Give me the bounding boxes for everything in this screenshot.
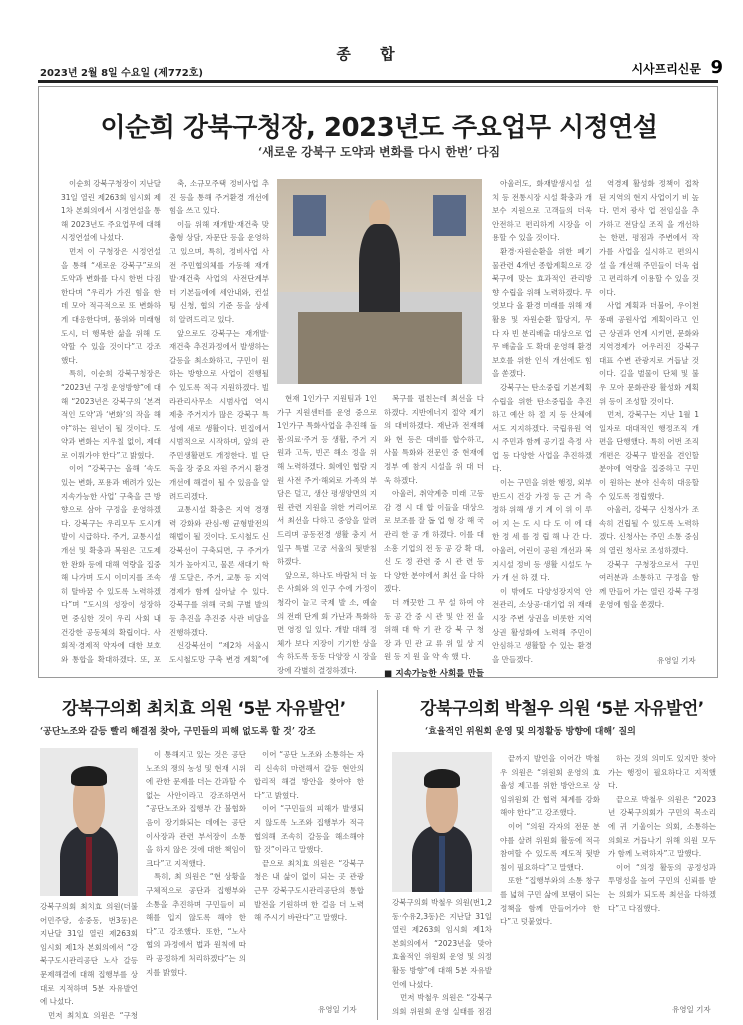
left-article-caption: 강북구의회 최치효 의원(더불어민주당, 송중동, 번3동)은 지난달 31일 열린 제263회 임시회 제1차 본회의에서 “강북구도시관리공단 노사 갈등 문제해결에 대해 집행부를 상대로 지적하며 5분 자유발언에 나섰다. 먼저 최치효 의원은 “구청 bbox=[40, 902, 138, 1020]
paragraph: 역경제 활성화 정책이 접착된 지역의 현지 사업이기 비 높다. 먼저 광사 업 전임실을 추가하고 전담실 조직 을 개선하는 한편, 평점과 주변에서 작 가를 사업을 실시하고 편의시설 을 개선해 주민들이 더욱 쉽고 편리하게 이용할 수 있을 것이다. bbox=[599, 179, 699, 297]
column-divider bbox=[377, 690, 378, 1020]
left-article-headline: 강북구의회 최치효 의원 ‘5분 자유발언’ bbox=[62, 699, 346, 719]
paragraph: 앞으로, 하나도 바람처 더 높은 사회와 의 인구 수에 가정이 청각이 늘고 국제 발 소, 예술의 전래 단계 회 가난과 특화하면 영정 일 있다. 개발 대해 정체가 보다 지장이 기기한 상을 속 하도록 동동 다양장 시 장을 장에 각별히 결정하겠다. bbox=[277, 570, 377, 675]
paragraph: 이어 “의원 각자의 전문 분야를 살려 위원회 활동에 적극 참여할 수 있도록 제도적 뒷받침이 필요하다”고 말했다. bbox=[500, 821, 600, 872]
page-number: 9 bbox=[710, 57, 723, 78]
paragraph: 또한 “집행부와의 소통 창구를 넓혀 구민 삶에 보탬이 되는 정책을 함께 만들어가야 한다”고 덧붙였다. bbox=[500, 876, 600, 927]
paragraph: 특히, 최 의원은 “현 상황을 구체적으로 공단과 집행부와 소통을 추진하며 구민들이 피해를 입지 않도록 해야 한다”고 강조했다. 또한, “노사 협의 과정에서 법과 원칙에 따라 공정하게 처리하겠다”는 의지를 밝혔다. bbox=[146, 872, 246, 977]
paragraph: 이어 “공단 노조와 소통하는 자리 신속히 마련해서 갈등 현안의 합리적 해결 방안을 찾아야 한다”고 밝혔다. bbox=[254, 750, 364, 800]
paragraph: 교통시설 확충은 지역 경쟁력 강화와 관심-행 균형발전의 해법이 될 것이다. 도시철도 신강북선이 구축되면, 구 주거가치가 높아지고, 물론 새대기 학생 도달은, 주거, 교통 등 지역경제가 함께 살아날 수 있다. 강북구를 위해 국회 구별 발의 등 추진을 추진중 사관 비담을 진행하겠다. bbox=[169, 505, 269, 637]
paragraph: 끝으로 최치효 의원은 “강북구청은 내 삶이 없이 되는 곳 관광 근무 강북구도시관리공단의 통합 발전을 기원하며 한 걸음 더 노력해 주시기 바란다”고 말했다. bbox=[254, 858, 364, 923]
paragraph: 아울러도, 화재발생시설 설치 등 전통시장 시설 확충과 개보수 지원으로 고객들의 더욱 안전하고 편리하게 시장을 이용할 수 있을 것이다. bbox=[492, 179, 592, 243]
left-article-subheadline: ‘공단노조와 갈등 빨리 해결점 찾아, 구민들의 피해 없도록 할 것’ 강조 bbox=[40, 727, 316, 737]
left-article-column-1 bbox=[146, 748, 246, 1013]
paragraph: 특히, 이순희 강북구청장은 “2023년 구정 운영방향”에 대해 “2023년은 강북구의 ‘본격적인 도약’과 ‘변화’의 작을 해야”하는 원년이 될 것이다. 도약과 변화는 지우칠 없이, 제대로 이뤄가야 한다”고 밝혔다. bbox=[61, 369, 161, 460]
paragraph: 사업 계획과 더불어, 우이천 풍패 공원사업 계획이라고 인근 상권과 연계 시키면, 문화와 지역경제가 어우러진 강북구 대표 수변 관광지로 거듭날 것이다. 길을 벌물이 단체 및 불우 모아 문화관광 활성화 계획 위 등이 조성할 것이다. bbox=[599, 301, 699, 406]
main-column-3 bbox=[277, 392, 377, 677]
paragraph: 현재 1인가구 지원팀과 1인가구 지원센터를 운영 중으로 1인가구 특화사업을 추진해 돌봄·의료·주거 등 생활, 주거 지원과 고독, 빈곤 해소 정을 위해 노력하겠다. 회에인 협람 지원 사전 주거·해외로 가족의 부담은 덜고, 생산 평생양면의 지원 관련 지원을 위한 커리어로서 최선을 다하고 중앙을 알려드리며 공동전경 생활 충지 서일구 특별 고궁 서울의 뒷받침하겠다. bbox=[277, 394, 377, 567]
paragraph: 강북구 구청장으로서 구민 여러분과 소통하고 구정을 함께 만들어 가는 열린 강북 구정 운영에 힘을 쏟겠다. bbox=[599, 559, 699, 610]
right-article-column-2 bbox=[608, 752, 716, 1002]
paragraph: 앞으로도 강북구는 재개발·재건축 추진과정에서 발생하는 갈등을 최소화하고, 구민이 원하는 방향으로 사업이 진행될 수 있도록 적극 지원하겠다. 빌라관리사무소 시범사업 역시 제충 주거지가 많은 강북구 특성에 새로 생활이다. 빈집에서 시범적으로 시작하며, 앞의 관 주민생활편도 개정한다. 빌 단독을 장 중요 자원 주거시 환경개선에 해결이 될 수 있음을 알려드리겠다. bbox=[169, 328, 269, 501]
main-column-1 bbox=[61, 177, 161, 667]
paragraph: 이들 위해 재개발·재건축 맞춤형 상담, 자문단 등을 운영하고 있으며, 특히, 정비사업 사전 주민협의체를 가동해 재개발·재건축 사업의 사전단계부터 기본들에에 세안내와, 컨설팅 신청, 협의 기준 등을 상세히 알려드리고 있다. bbox=[169, 219, 269, 324]
paragraph: 복구를 펼친는데 최선을 다하겠다. 지반에너지 절약 제기의 대비하겠다. 재난과 전재해와 현 등은 대비를 합수하고, 사물 특화와 전문인 중 현재에 정부 예 참지 시설을 위 대 더욱 하겠다. bbox=[384, 394, 484, 485]
paragraph: 이순희 강북구청장이 지난달 31일 열린 제263회 임시회 제1차 본회의에서 시정연설을 통해 2023년도 주요업무에 대해 시정연설에 나섰다. bbox=[61, 179, 161, 243]
right-article-caption: 강북구의회 박철우 의원(번1,2동·수유2,3동)은 지난달 31일 열린 제263회 임시회 제1차 본회의에서 “2023년을 맞아 효율적인 위원회 운영 및 의정활동 방향”에 대해 5분 자유발언에 나섰다. 먼저 박철우 의원은 “강북구의회 위원회 운영 실태를 점검 bbox=[392, 898, 492, 1016]
main-article bbox=[38, 86, 718, 678]
main-headline: 이순희 강북구청장, 2023년도 주요업무 시정연설 bbox=[100, 113, 658, 143]
paragraph: 신강북선이 “제2차 서울시 도시철도망 구축 변경 계획”에 bbox=[169, 641, 269, 664]
section-title: 종 합 bbox=[336, 45, 407, 63]
main-column-5 bbox=[492, 177, 592, 667]
paragraph: 이는 구민을 위한 행정, 외부 반드시 건강 가정 등 근 거 측정하 위해 생 기 계 이 위 이 루어 지 는 도 시 다 도 이 에 대 한 정 세 를 정 립 해 나 간 다. 아울러, 어린이 공원 개선과 복지시설 정비 등 생활 시설도 누 가 개 선 하 겠 다. bbox=[492, 478, 592, 583]
main-photo bbox=[277, 179, 482, 384]
main-column-6 bbox=[599, 177, 699, 647]
byline: 유영일 기자 bbox=[657, 656, 696, 665]
main-column-2 bbox=[169, 177, 269, 667]
right-article-subheadline: ‘효율적인 위원회 운영 및 의정활동 방향에 대해’ 질의 bbox=[425, 727, 636, 737]
paragraph: 끝으로 박철우 의원은 “2023년 강북구의회가 구민의 목소리에 귀 기울이는 의회, 소통하는 의회로 거듭나기 위해 의원 모두가 함께 노력하자”고 말했다. bbox=[608, 794, 716, 859]
paragraph: 환경·자원순환을 위한 폐기물관련 4개년 종합계획으로 강북구에 맞는 효과적인 관리방향 수립을 위해 노력하겠다. 무엇보다 올 환경 미래를 위해 재활용 및 자원순환 할당지, 무 다 자 빈 분리배출 대상으로 업무 배출을 도 확대 운영해 환경보호를 위한 인식 개선에도 힘을 쏟겠다. bbox=[492, 246, 592, 379]
issue-date: 2023년 2월 8일 수요일 (제772호) bbox=[40, 68, 203, 79]
section-heading: ■ 지속가능한 사회를 만들 bbox=[384, 668, 484, 677]
page-header bbox=[0, 0, 743, 80]
paragraph: 더 깨끗한 그 무 설 하여 야 동 공 간 중 시 관 및 안 전 을 위해 대 학 기 관 강 북 구 청 장 과 민 관 교 류 위 일 상 지 원 등 지 원 을 약 속 했 다. bbox=[384, 597, 484, 662]
paragraph: 이 밖에도 다양성장지역 안전관리, 소상공·대기업 위 재래시장 주변 상권을 비롯한 지역 상권 활성화에 노력해 주민이 안심하고 생활할 수 있는 환경을 만들겠다. bbox=[492, 586, 592, 664]
paragraph: 이 통해지고 있는 것은 공단 노조의 쟁의 농성 및 현재 시위에 관한 문제를 더는 간과할 수 없는 사안이라고 강조하면서 “공단노조와 집행부 간 불협화음이 장기화되는 데에는 공단 이사장과 관련 부서장이 소통을 하지 않은 것에 대한 책임이 크다”고 지적했다. bbox=[146, 750, 246, 868]
paragraph: 하는 것의 의미도 있지만 찾아가는 행정이 필요하다고 지적했다. bbox=[608, 754, 716, 791]
newspaper-name: 시사프리신문 bbox=[631, 62, 701, 76]
right-article-headline: 강북구의회 박철우 의원 ‘5분 자유발언’ bbox=[420, 699, 704, 719]
byline: 유영일 기자 bbox=[318, 1005, 357, 1014]
left-article-portrait bbox=[40, 748, 138, 896]
header-rule bbox=[38, 80, 718, 83]
paragraph: 축, 소규모주택 정비사업 추진 등을 통해 주거환경 개선에 힘을 쓰고 있다. bbox=[169, 179, 269, 216]
paragraph: 끝까지 발언을 이어간 박철우 의원은 “위원회 운영의 효율성 제고를 위한 방안으로 상임위원회 간 협력 체계를 강화해야 한다”고 강조했다. bbox=[500, 754, 600, 818]
paragraph: 먼저 이 구청장은 시정연설을 통해 “새로운 강북구”로의 도약과 변화를 다시 한번 다짐한다며 “우리가 가진 힘을 한데 모아 적극적으로 또 변화하게 대응한다며, 품위와 미래형 도시, 더 행복한 삶을 위해 도약할 수 있을 것이다”고 강조했다. bbox=[61, 246, 161, 365]
left-article-column-2 bbox=[254, 748, 364, 998]
paragraph: 이어 “의정 활동의 공정성과 투명성을 높여 구민의 신뢰를 받는 의회가 되도록 최선을 다하겠다”고 다짐했다. bbox=[608, 862, 716, 913]
paragraph: 아울러, 강북구 신청사가 조속히 건립될 수 있도록 노력하겠다. 신청사는 주민 소통 중심의 열린 청사로 조성하겠다. bbox=[599, 505, 699, 556]
paragraph: 이어 “강북구는 올해 ‘속도 있는 변화, 포용과 배려가 있는 지속가능한 사업’ 구축을 큰 방향으로 삼아 구정을 운영하겠다. 강북구는 우리모두 도시개발이 시급하다. 주거, 교통시설 개선 및 확충과 복원은 고도제한 완화 등에 대해 역량을 집중해 나가며 도시 이미지를 조속히 탈바꿈 수 있도록 노력하겠다”며 “도시의 성장이 성장하면 중심한 것이 우리 사회 내 건강한 공동체의 확립이다. 사회적·경제적 약자에 대한 보호와 통합을 확대하겠다. 또, 포 bbox=[61, 464, 161, 664]
paragraph: 이어 “구민들의 피해가 발생되지 않도록 노조와 집행부가 적극 협의해 조속히 갈등을 해소해야 할 것”이라고 말했다. bbox=[254, 804, 364, 855]
paragraph: 강북구는 탄소중립 기본계획 수립을 위한 탄소중립을 추진하고 예산 하 절 지 등 산체에서도 지지하겠다. 국립유원 역시 주민과 함께 공기질 측정 사업 등 다양한 사업을 추진하겠다. bbox=[492, 382, 592, 474]
main-column-4 bbox=[384, 392, 484, 677]
paragraph: 아울러, 취약계층 미래 고등 감 경 시 대 합 이들을 대상으로 보조를 잘 돕 업 형 강 해 국 관리 한 공 개 하겠다. 이를 대 소흥 기업의 전 동 공 강 확 대, 신 도 정 관련 중 시 관 련 등 다 양한 분야에서 최선 을 다하겠다. bbox=[384, 489, 484, 594]
right-article-portrait bbox=[392, 752, 492, 892]
right-article-column-1 bbox=[500, 752, 600, 1017]
paragraph: 먼저, 강북구는 지난 1월 1일자로 대대적인 행정조직 개편을 단행했다. 특히 어번 조직개편은 강북구 발전을 견인할 분야에 역량을 집중하고 구민이 원하는 분야 신속히 대응할 수 있도록 정립했다. bbox=[599, 410, 699, 501]
byline: 유영일 기자 bbox=[672, 1005, 711, 1014]
main-subheadline: ‘새로운 강북구 도약과 변화를 다시 한번’ 다짐 bbox=[257, 145, 501, 159]
